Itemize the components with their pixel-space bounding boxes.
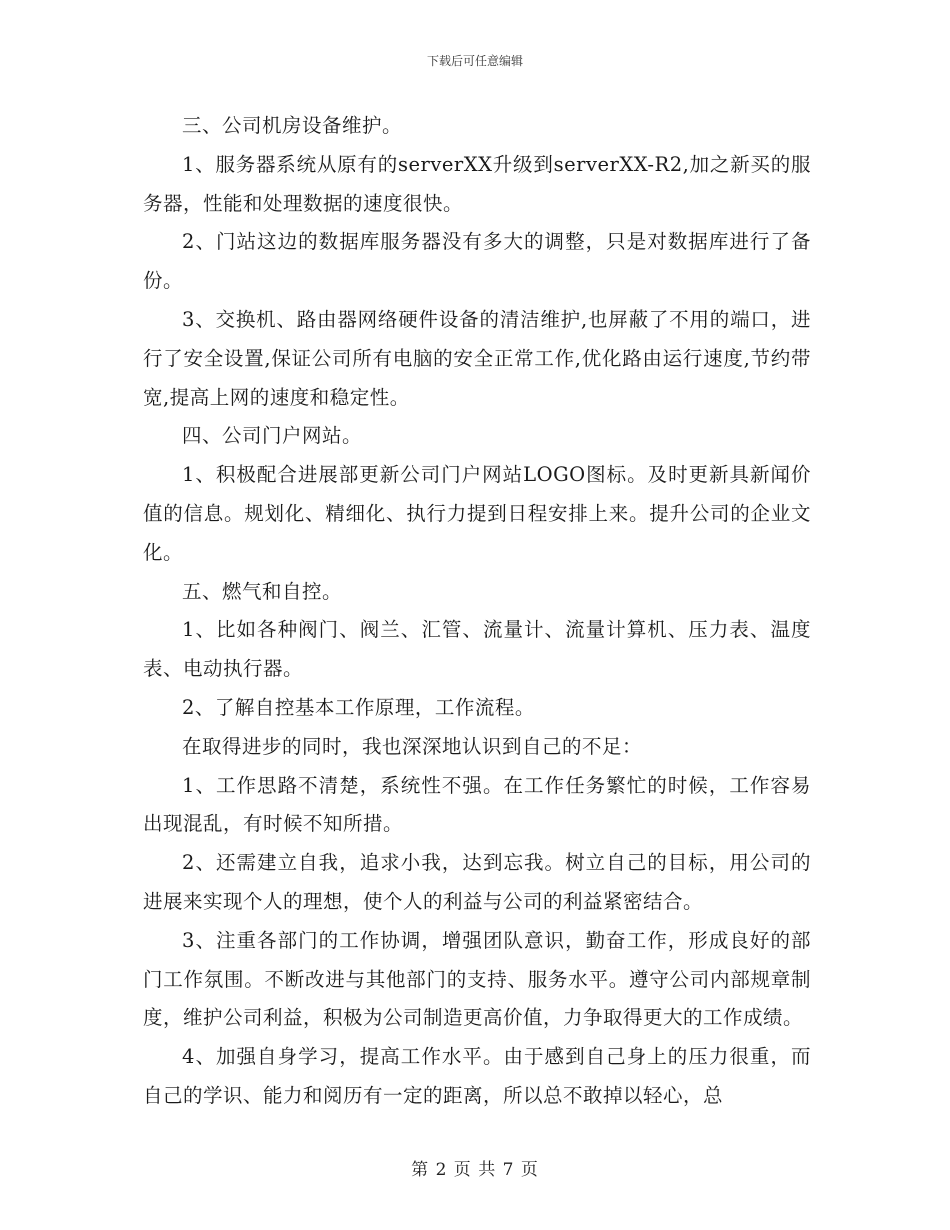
body-paragraph: 1、积极配合进展部更新公司门户网站LOGO图标。及时更新具新闻价值的信息。规划化、精细化、执行力提到日程安排上来。提升公司的企业文化。	[143, 463, 811, 564]
body-paragraph: 1、服务器系统从原有的serverXX升级到serverXX-R2,加之新买的服务器，性能和处理数据的速度很快。	[143, 152, 811, 215]
body-paragraph: 2、门站这边的数据库服务器没有多大的调整，只是对数据库进行了备份。	[143, 230, 811, 293]
body-paragraph: 3、交换机、路由器网络硬件设备的清洁维护,也屏蔽了不用的端口，进行了安全设置,保证公司所有电脑的安全正常工作,优化路由运行速度,节约带宽,提高上网的速度和稳定性。	[143, 307, 811, 409]
section-heading-5: 五、燃气和自控。	[182, 579, 343, 603]
body-paragraph: 在取得进步的同时，我也深深地认识到自己的不足：	[182, 734, 643, 758]
body-paragraph: 4、加强自身学习，提高工作水平。由于感到自己身上的压力很重，而自己的学识、能力和阅历有一定的距离，所以总不敢掉以轻心，总	[143, 1045, 811, 1107]
body-paragraph: 2、还需建立自我，追求小我，达到忘我。树立自己的目标，用公司的进展来实现个人的理想，使个人的利益与公司的利益紧密结合。	[143, 851, 811, 913]
body-paragraph: 1、比如各种阀门、阀兰、汇管、流量计、流量计算机、压力表、温度表、电动执行器。	[143, 618, 811, 681]
page-number: 第 2 页 共 7 页	[411, 1160, 539, 1180]
body-paragraph: 3、注重各部门的工作协调，增强团队意识，勤奋工作，形成良好的部门工作氛围。不断改进与其他部门的支持、服务水平。遵守公司内部规章制度，维护公司利益，积极为公司制造更高价值，力争取得更大的工作成绩。	[143, 928, 811, 1030]
page-header: 下载后可任意编辑	[426, 54, 523, 68]
body-paragraph: 2、了解自控基本工作原理，工作流程。	[182, 695, 535, 719]
document-body	[143, 107, 811, 1116]
section-heading-3: 三、公司机房设备维护。	[182, 114, 403, 137]
section-heading-4: 四、公司门户网站。	[182, 424, 363, 448]
body-paragraph: 1、工作思路不清楚，系统性不强。在工作任务繁忙的时候，工作容易出现混乱，有时候不知所措。	[143, 773, 811, 836]
